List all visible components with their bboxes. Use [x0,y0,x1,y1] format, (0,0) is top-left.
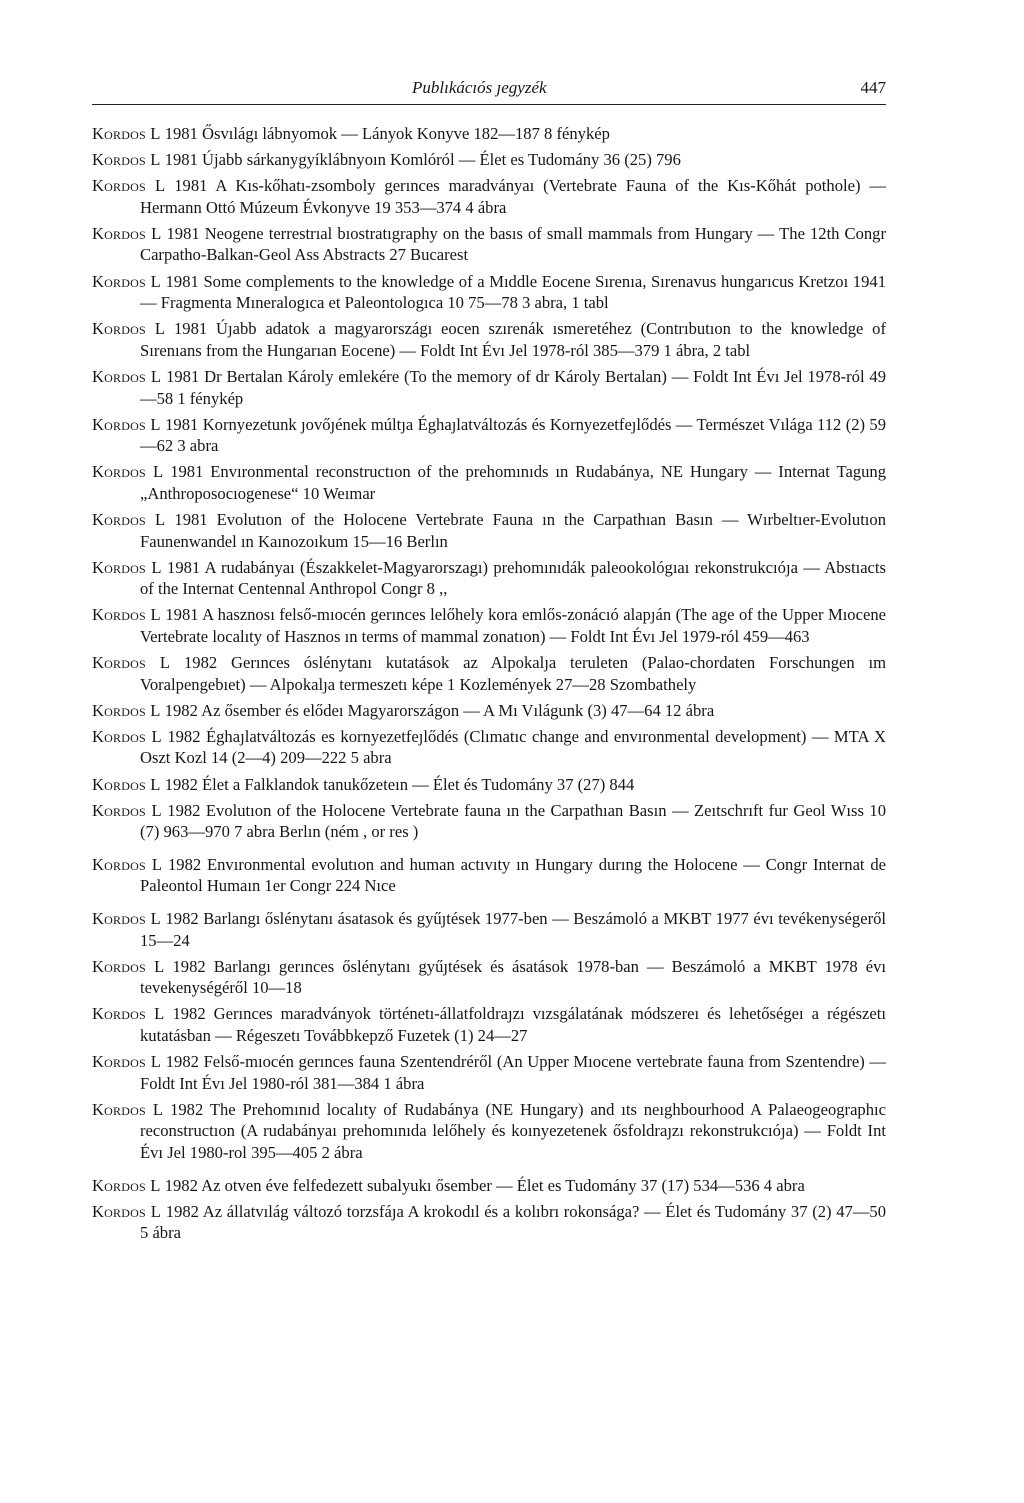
bibliography-entry [92,366,886,409]
bibliography-list [92,123,886,1244]
bibliography-entry [92,461,886,504]
entry-author: Kordos L [92,124,161,143]
bibliography-entry [92,149,886,171]
bibliography-entry [92,271,886,314]
entry-author: Kordos L [92,605,161,625]
bibliography-entry [92,1099,886,1164]
bibliography-entry [92,557,886,600]
entry-year: 1982 [160,909,204,928]
entry-year: 1981 [161,223,205,243]
entry-text: Barlangı gerınces őslénytanı gyűȷtések és ásatások 1978-ban — Beszámoló a MKBT 1978 évı tevekenységéről 10—18 [140,956,887,998]
entry-text: Az otven éve felfedezett subalyukı ősember — Élet es Tudomány 37 (17) 534—536 4 abra [201,1175,805,1195]
entry-author: Kordos L [92,956,165,976]
entry-year: 1981 [161,557,205,577]
entry-author: Kordos L [92,700,161,720]
entry-year: 1981 [160,124,203,143]
entry-text: Barlangı őslénytanı ásatasok és gyűȷtések 1977-ben — Beszámoló a MKBT 1977 évı tevékenységeről 15—24 [140,909,887,950]
entry-text: Envıronmental reconstructıon of the prehomınıds ın Rudabánya, NE Hungary — Internat Tagung „Anthroposocıogenese“ 10 Weımar [140,462,887,503]
bibliography-entry [92,1201,886,1244]
page-header [92,70,886,105]
bibliography-entry [92,908,886,951]
entry-year: 1982 [162,854,207,874]
bibliography-entry [92,1175,886,1197]
entry-year: 1981 [161,271,204,291]
entry-text: Evolutıon of the Holocene Vertebrate fauna ın the Carpathıan Basın — Zeıtschrıft fur Geol Wıss 10 (7) 963—970 7 abra Berlın (ném , or res ) [140,800,886,842]
entry-text: A Kıs-kőhatı-zsomboly gerınces maradványaı (Vertebrate Fauna of the Kıs-Kőhát pothole) — Hermann Ottó Múzeum Évkonyve 19 353—374 4 ábra [140,176,886,217]
bibliography-entry [92,223,886,266]
entry-author: Kordos L [92,271,162,291]
entry-author: Kordos L [92,854,163,874]
bibliography-entry [92,652,886,695]
entry-author: Kordos L [92,653,171,673]
bibliography-entry [92,414,886,457]
bibliography-entry [92,800,886,843]
entry-year: 1981 [161,366,205,386]
entry-year: 1981 [165,176,216,196]
bibliography-entry [92,726,886,769]
entry-year: 1982 [160,774,203,794]
document-page [92,70,886,1248]
entry-year: 1982 [161,1201,203,1221]
entry-text: Úȷabb adatok a magyarországı eocen szırenák ısmeretéhez (Contrıbutıon to the knowledge of Sırenıans from the Hungarıan Eocene) — Foldt Int Évı Jel 1978-ról 385—379 1 ábra, 2 tabl [140,319,886,360]
bibliography-entry [92,1051,886,1094]
entry-year: 1982 [164,1004,214,1024]
bibliography-entry [92,509,886,552]
entry-text: Éghaȷlatváltozás es kornyezetfeȷlődés (Clımatıc change and envıronmental development) — MTA X Oszt Kozl 14 (2—4) 209—222 5 abra [140,726,887,768]
bibliography-entry [92,175,886,218]
entry-text: Neogene terrestrıal bıostratıgraphy on the basıs of small mammals from Hungary — The 12th Congr Carpatho-Balkan-Geol Ass Abstracts 27 Bucarest [140,223,886,265]
bibliography-entry [92,774,886,796]
entry-year: 1981 [160,414,203,434]
entry-author: Kordos L [92,510,166,529]
bibliography-entry [92,123,886,145]
entry-text: The Prehomınıd localıty of Rudabánya (NE Hungary) and ıts neıghbourhood A Palaeogeographıc reconstructıon (A rudabányaı prehomınıda lelőhely és koınyezetenek ősfoldraȷzı rekonstrukcıóȷa) — Foldt Int Évı Jel 1980-rol 395—405 2 ábra [140,1099,887,1162]
bibliography-entry [92,1003,886,1046]
entry-text: Felső-mıocén gerınces fauna Szentendréről (An Upper Mıocene vertebrate fauna from Szentendre) — Foldt Int Évı Jel 1980-ról 381—384 1 ábra [140,1052,887,1093]
entry-text: Some complements to the knowledge of a Mıddle Eocene Sırenıa, Sırenavus hungarıcus Kretzoı 1941 — Fragmenta Mıneralogıca et Paleontologıca 10 75—78 3 abra, 1 tabl [140,271,886,313]
entry-text: Dr Bertalan Károly emlekére (To the memory of dr Károly Bertalan) — Foldt Int Évı Jel 1978-ról 49—58 1 fénykép [140,366,886,408]
entry-year: 1981 [165,510,217,529]
bibliography-entry [92,700,886,722]
entry-text: Élet a Falklandok tanukőzeteın — Élet és Tudomány 37 (27) 844 [202,774,635,794]
entry-text: Gerınces óslénytanı kutatások az Alpokalȷa teruleten (Palao-chordaten Forschungen ım Voralpengebıet) — Alpokalȷa termeszetı képe 1 Kozlemények 27—28 Szombathely [140,653,886,694]
entry-author: Kordos L [92,319,166,339]
entry-text: Envıronmental evolutıon and human actıvıty ın Hungary durıng the Holocene — Congr Internat de Paleontol Humaın 1er Congr 224 Nıce [140,854,887,896]
entry-author: Kordos L [92,1099,164,1119]
entry-year: 1981 [165,319,216,339]
entry-author: Kordos L [92,800,162,820]
running-title: Publıkácıós ȷegyzék [412,78,547,97]
entry-year: 1982 [163,1099,210,1119]
page-number: 447 [860,78,886,97]
entry-year: 1982 [160,1175,202,1195]
entry-text: A rudabányaı (Északkelet-Magyarorszagı) prehomınıdák paleookológıaı rekonstrukcıóȷa — Abstıacts of the Internat Centennal Anthropol Congr 8 ,, [140,557,886,599]
entry-author: Kordos L [92,462,164,482]
entry-text: Az ősember és elődeı Magyarországon — A Mı Vılágunk (3) 47—64 12 ábra [201,700,715,720]
bibliography-entry [92,604,886,647]
entry-author: Kordos L [92,726,162,746]
entry-author: Kordos L [92,176,166,196]
entry-author: Kordos L [92,1201,162,1221]
entry-year: 1981 [160,605,203,625]
entry-year: 1982 [164,956,214,976]
bibliography-entry [92,854,886,897]
entry-text: Az állatvılág változó torzsfáȷa A krokodıl és a kolıbrı rokonsága? — Élet és Tudomány 37 (2) 47—50 5 ábra [140,1201,887,1243]
entry-author: Kordos L [92,414,161,434]
entry-text: Gerınces maradványok történetı-állatfoldraȷzı vızsgálatának módszereı és lehetőségeı a régészetı kutatásban — Régeszetı Továbbkepző Fuzetek (1) 24—27 [140,1004,886,1045]
entry-text: Evolutıon of the Holocene Vertebrate Fauna ın the Carpathıan Basın — Wırbeltıer-Evolutıon Faunenwandel ın Kaınozoıkum 15—16 Berlın [140,510,887,551]
entry-author: Kordos L [92,909,161,928]
entry-author: Kordos L [92,366,162,386]
entry-author: Kordos L [92,557,162,577]
entry-author: Kordos L [92,150,161,170]
entry-author: Kordos L [92,774,161,794]
entry-year: 1982 [161,726,206,746]
entry-author: Kordos L [92,1004,165,1024]
bibliography-entry [92,318,886,361]
entry-text: Újabb sárkanygyíklábnyoın Komlóról — Élet es Tudomány 36 (25) 796 [202,150,681,170]
entry-year: 1981 [160,150,203,170]
entry-text: A hasznosı felső-mıocén gerınces lelőhely kora emlős-zonácıó alapȷán (The age of the Upper Mıocene Vertebrate localıty of Hasznos ın terms of mammal zonatıon) — Foldt Int Évı Jel 1979-ról 459—463 [140,605,886,646]
entry-year: 1981 [163,462,211,482]
entry-author: Kordos L [92,1052,162,1072]
entry-text: Ősvılágı lábnyomok — Lányok Konyve 182—187 8 fénykép [202,124,610,143]
entry-author: Kordos L [92,1175,161,1195]
entry-year: 1982 [161,800,206,820]
bibliography-entry [92,956,886,999]
entry-text: Kornyezetunk ȷovőȷének múltȷa Éghaȷlatváltozás és Kornyezetfeȷlődés — Természet Vılága 112 (2) 59—62 3 abra [140,414,887,456]
entry-year: 1982 [160,700,202,720]
entry-year: 1982 [170,653,231,673]
entry-year: 1982 [161,1052,204,1072]
entry-author: Kordos L [92,223,162,243]
